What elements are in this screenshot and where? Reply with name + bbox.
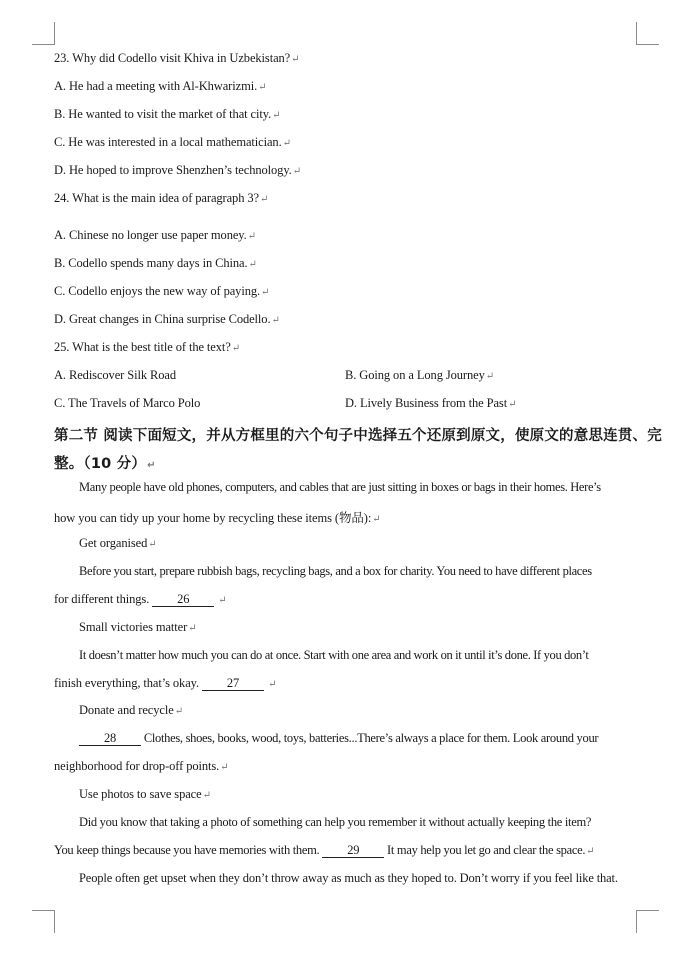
return-mark-icon: ↵ [247, 231, 256, 242]
corner-mark-bottom-left [32, 910, 55, 933]
passage-p3-line2: finish everything, that’s okay. 27 ↵ [54, 676, 277, 690]
q24-stem: 24. What is the main idea of paragraph 3?↵ [54, 191, 269, 205]
passage-heading-get-organised: Get organised↵ [79, 536, 157, 550]
q23-option-a: A. He had a meeting with Al-Khwarizmi.↵ [54, 79, 267, 93]
q25-option-c: C. The Travels of Marco Polo [54, 396, 201, 410]
return-mark-icon: ↵ [485, 371, 495, 382]
corner-mark-top-left [32, 22, 55, 45]
passage-p1-line1: Many people have old phones, computers, and cables that are just sitting in boxes or bags in their homes. Here’s [79, 480, 601, 494]
blank-29: 29 [322, 844, 384, 858]
passage-p2-line1: Before you start, prepare rubbish bags, recycling bags, and a box for charity. You need to have different places [79, 564, 592, 578]
passage-p1-line2: how you can tidy up your home by recycling these items (物品):↵ [54, 511, 381, 525]
return-mark-icon: ↵ [258, 82, 267, 93]
return-mark-icon: ↵ [508, 399, 517, 410]
q23-option-c: C. He was interested in a local mathematician.↵ [54, 135, 291, 149]
return-mark-icon: ↵ [248, 259, 257, 270]
return-mark-icon: ↵ [586, 846, 595, 857]
return-mark-icon: ↵ [372, 514, 381, 525]
q24-option-b: B. Codello spends many days in China.↵ [54, 256, 257, 270]
passage-p4-line2: neighborhood for drop-off points.↵ [54, 759, 229, 773]
blank-27: 27 [202, 677, 264, 691]
return-mark-icon: ↵ [291, 54, 300, 65]
section2-title-line2: 整。（10 分）↵ [54, 456, 156, 472]
passage-p2-line2: for different things. 26 ↵ [54, 592, 227, 606]
q24-option-a: A. Chinese no longer use paper money.↵ [54, 228, 256, 242]
return-mark-icon: ↵ [271, 315, 280, 326]
passage-p5-line1: Did you know that taking a photo of something can help you remember it without actually keeping the item? [79, 815, 592, 829]
passage-p5-line2: You keep things because you have memories with them. 29 It may help you let go and clear the space.↵ [54, 843, 595, 857]
q23-option-d: D. He hoped to improve Shenzhen’s technology.↵ [54, 163, 301, 177]
section2-title-line1: 第二节 阅读下面短文，并从方框里的六个句子中选择五个还原到原文，使原文的意思连贯、完 [54, 428, 662, 444]
return-mark-icon: ↵ [188, 623, 197, 634]
return-mark-icon: ↵ [231, 343, 241, 354]
blank-26: 26 [152, 593, 214, 607]
corner-mark-bottom-right [636, 910, 659, 933]
return-mark-icon: ↵ [202, 790, 211, 801]
return-mark-icon: ↵ [147, 460, 156, 471]
return-mark-icon: ↵ [259, 194, 269, 205]
q24-option-c: C. Codello enjoys the new way of paying.↵ [54, 284, 270, 298]
return-mark-icon: ↵ [282, 138, 291, 149]
return-mark-icon: ↵ [272, 110, 281, 121]
passage-heading-donate-recycle: Donate and recycle↵ [79, 703, 183, 717]
return-mark-icon: ↵ [174, 706, 183, 717]
return-mark-icon: ↵ [261, 287, 270, 298]
corner-mark-top-right [636, 22, 659, 45]
q25-option-d: D. Lively Business from the Past↵ [345, 396, 517, 410]
q25-option-b: B. Going on a Long Journey↵ [345, 368, 495, 382]
passage-p3-line1: It doesn’t matter how much you can do at once. Start with one area and work on it until it’s done. If you don’t [79, 648, 589, 662]
return-mark-icon: ↵ [292, 166, 301, 177]
passage-heading-small-victories: Small victories matter↵ [79, 620, 197, 634]
return-mark-icon: ↵ [218, 595, 227, 606]
q23-stem: 23. Why did Codello visit Khiva in Uzbekistan?↵ [54, 51, 300, 65]
q23-option-b: B. He wanted to visit the market of that city.↵ [54, 107, 281, 121]
return-mark-icon: ↵ [148, 539, 157, 550]
passage-p4-line1: 28 Clothes, shoes, books, wood, toys, batteries...There’s always a place for them. Look around your [79, 731, 598, 746]
return-mark-icon: ↵ [268, 679, 277, 690]
return-mark-icon: ↵ [220, 762, 229, 773]
passage-p6-line1: People often get upset when they don’t throw away as much as they hoped to. Don’t worry if you feel like that. [79, 871, 618, 885]
q25-option-a: A. Rediscover Silk Road [54, 368, 176, 382]
passage-heading-use-photos: Use photos to save space↵ [79, 787, 211, 801]
q25-stem: 25. What is the best title of the text?↵ [54, 340, 241, 354]
blank-28: 28 [79, 732, 141, 746]
q24-option-d: D. Great changes in China surprise Codello.↵ [54, 312, 280, 326]
